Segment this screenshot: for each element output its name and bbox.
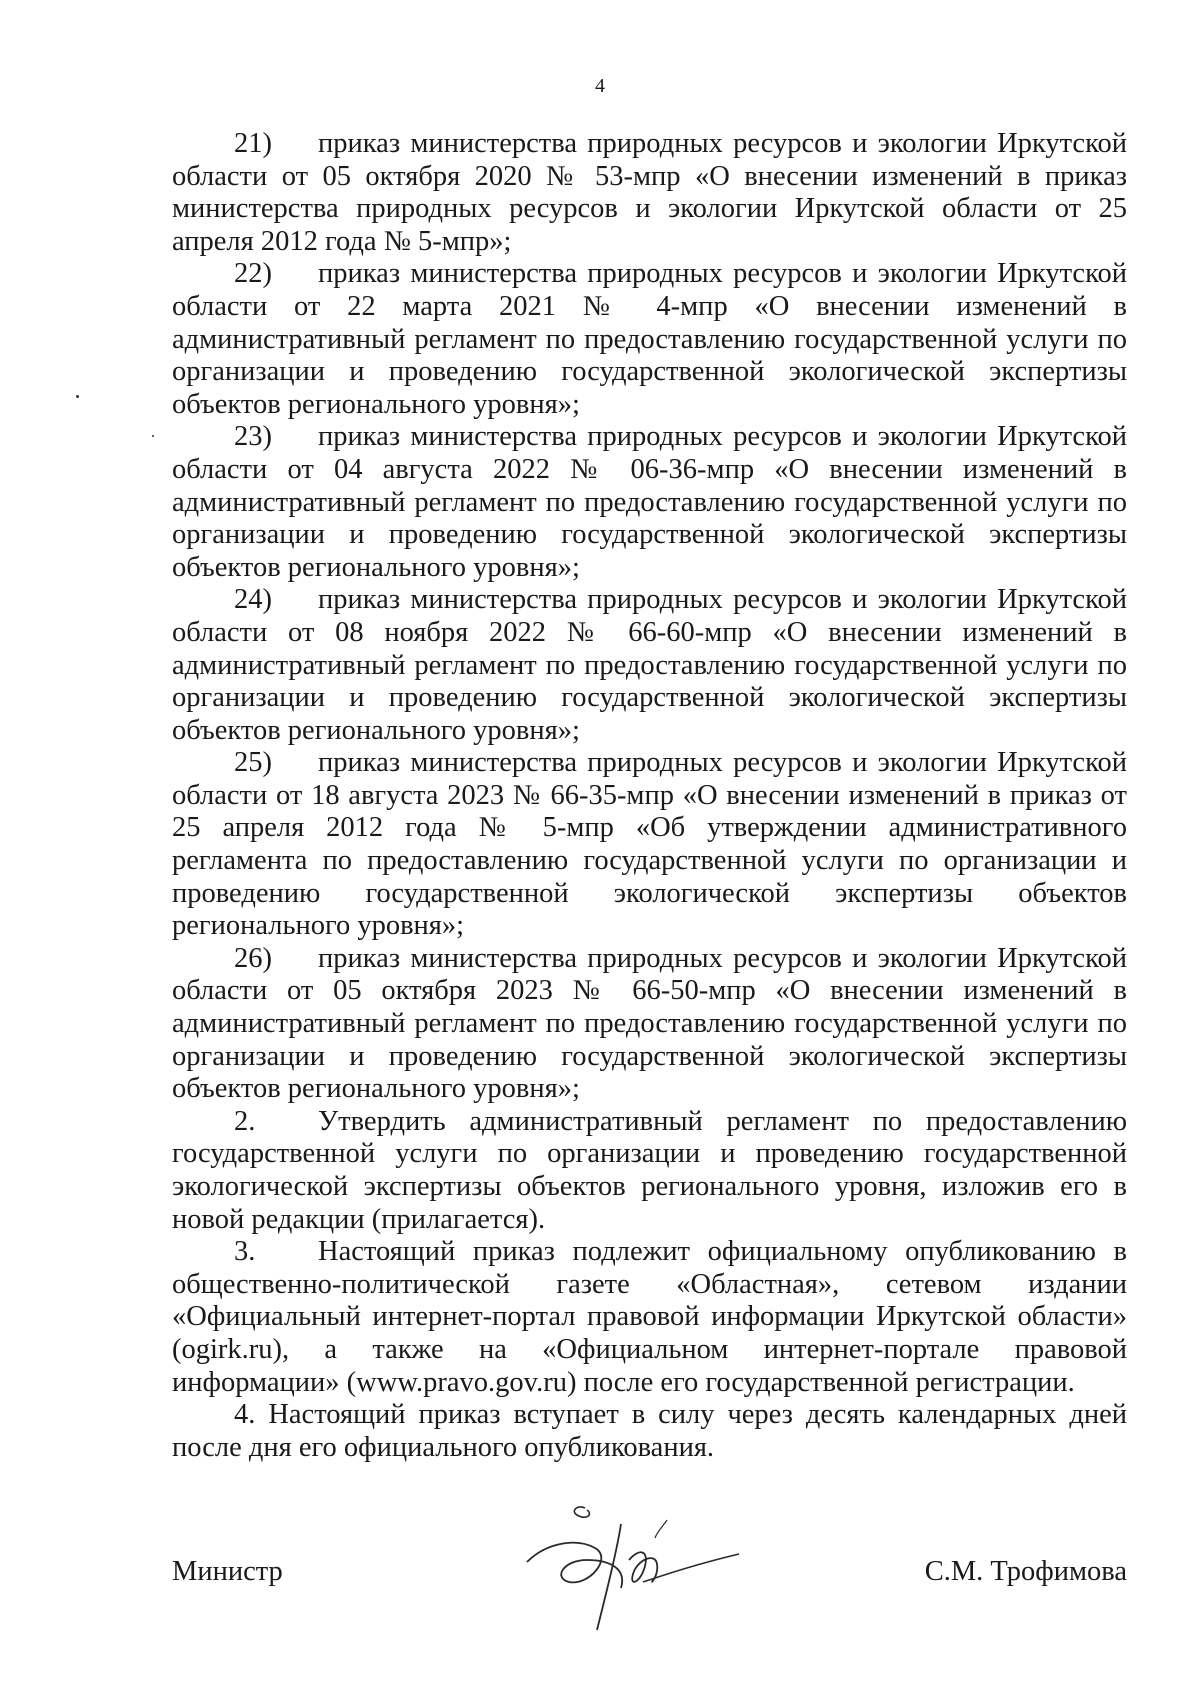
scan-speck xyxy=(76,395,79,398)
clause-text: Настоящий приказ подлежит официальному опубликованию в общественно-политической газете «Областная», сетевом издании «Официальный интернет-портал правовой информации Иркутской области» (ogirk.ru), а также на «Официальном интернет-портале правовой информации» (www.pravo.gov.ru) после его государственной регистрации. xyxy=(172,1236,1127,1398)
scan-speck xyxy=(152,435,154,437)
list-item-number: 23) xyxy=(234,421,272,453)
list-item-21 xyxy=(172,128,1127,258)
list-item-text: приказ министерства природных ресурсов и экологии Иркутской области от 08 ноября 2022 № 66-60-мпр «О внесении изменений в административный регламент по предоставлению государственной услуги по организации и проведению государственной экологической экспертизы объектов регионального уровня»; xyxy=(172,584,1127,746)
handwritten-signature xyxy=(517,1490,747,1640)
list-item-text: приказ министерства природных ресурсов и экологии Иркутской области от 05 октября 2023 № 66-50-мпр «О внесении изменений в административный регламент по предоставлению государственной услуги по организации и проведению государственной экологической экспертизы объектов регионального уровня»; xyxy=(172,942,1127,1105)
list-item-text: приказ министерства природных ресурсов и экологии Иркутской области от 04 августа 2022 № 06-36-мпр «О внесении изменений в административный регламент по предоставлению государственной услуги по организации и проведению государственной экологической экспертизы объектов регионального уровня»; xyxy=(172,421,1127,583)
signature-block xyxy=(172,1530,1127,1650)
signatory-name: С.М. Трофимова xyxy=(924,1556,1127,1587)
page-number: 4 xyxy=(595,75,605,97)
list-item-24 xyxy=(172,584,1127,747)
list-item-25 xyxy=(172,747,1127,943)
list-item-22 xyxy=(172,258,1127,421)
list-item-number: 24) xyxy=(234,584,272,616)
clause-number: 3. xyxy=(234,1236,256,1268)
list-item-number: 22) xyxy=(234,258,272,290)
list-item-text: приказ министерства природных ресурсов и экологии Иркутской области от 05 октября 2020 № 53-мпр «О внесении изменений в приказ министерства природных ресурсов и экологии Иркутской области от 25 апреля 2012 года № 5-мпр»; xyxy=(172,128,1127,257)
document-body xyxy=(172,128,1127,1464)
clause-2 xyxy=(172,1106,1127,1236)
list-item-23 xyxy=(172,421,1127,584)
clause-4: 4. Настоящий приказ вступает в силу через десять календарных дней после дня его официального опубликования. xyxy=(172,1399,1127,1463)
list-item-number: 26) xyxy=(234,942,272,974)
signatory-title: Министр xyxy=(172,1556,283,1587)
list-item-text: приказ министерства природных ресурсов и экологии Иркутской области от 22 марта 2021 № 4-мпр «О внесении изменений в административный регламент по предоставлению государственной услуги по организации и проведению государственной экологической экспертизы объектов регионального уровня»; xyxy=(172,258,1127,420)
clause-number: 2. xyxy=(234,1105,256,1137)
list-item-text: приказ министерства природных ресурсов и экологии Иркутской области от 18 августа 2023 № 66-35-мпр «О внесении изменений в приказ от 25 апреля 2012 года № 5-мпр «Об утверждении административного регламента по предоставлению государственной услуги по организации и проведению государственной экологической экспертизы объектов регионального уровня»; xyxy=(172,747,1127,942)
list-item-number: 21) xyxy=(234,128,272,159)
list-item-26 xyxy=(172,943,1127,1106)
clause-text: Утвердить административный регламент по предоставлению государственной услуги по организации и проведению государственной экологической экспертизы объектов регионального уровня, изложив его в новой редакции (прилагается). xyxy=(172,1105,1127,1235)
list-item-number: 25) xyxy=(234,747,272,779)
clause-3 xyxy=(172,1236,1127,1399)
